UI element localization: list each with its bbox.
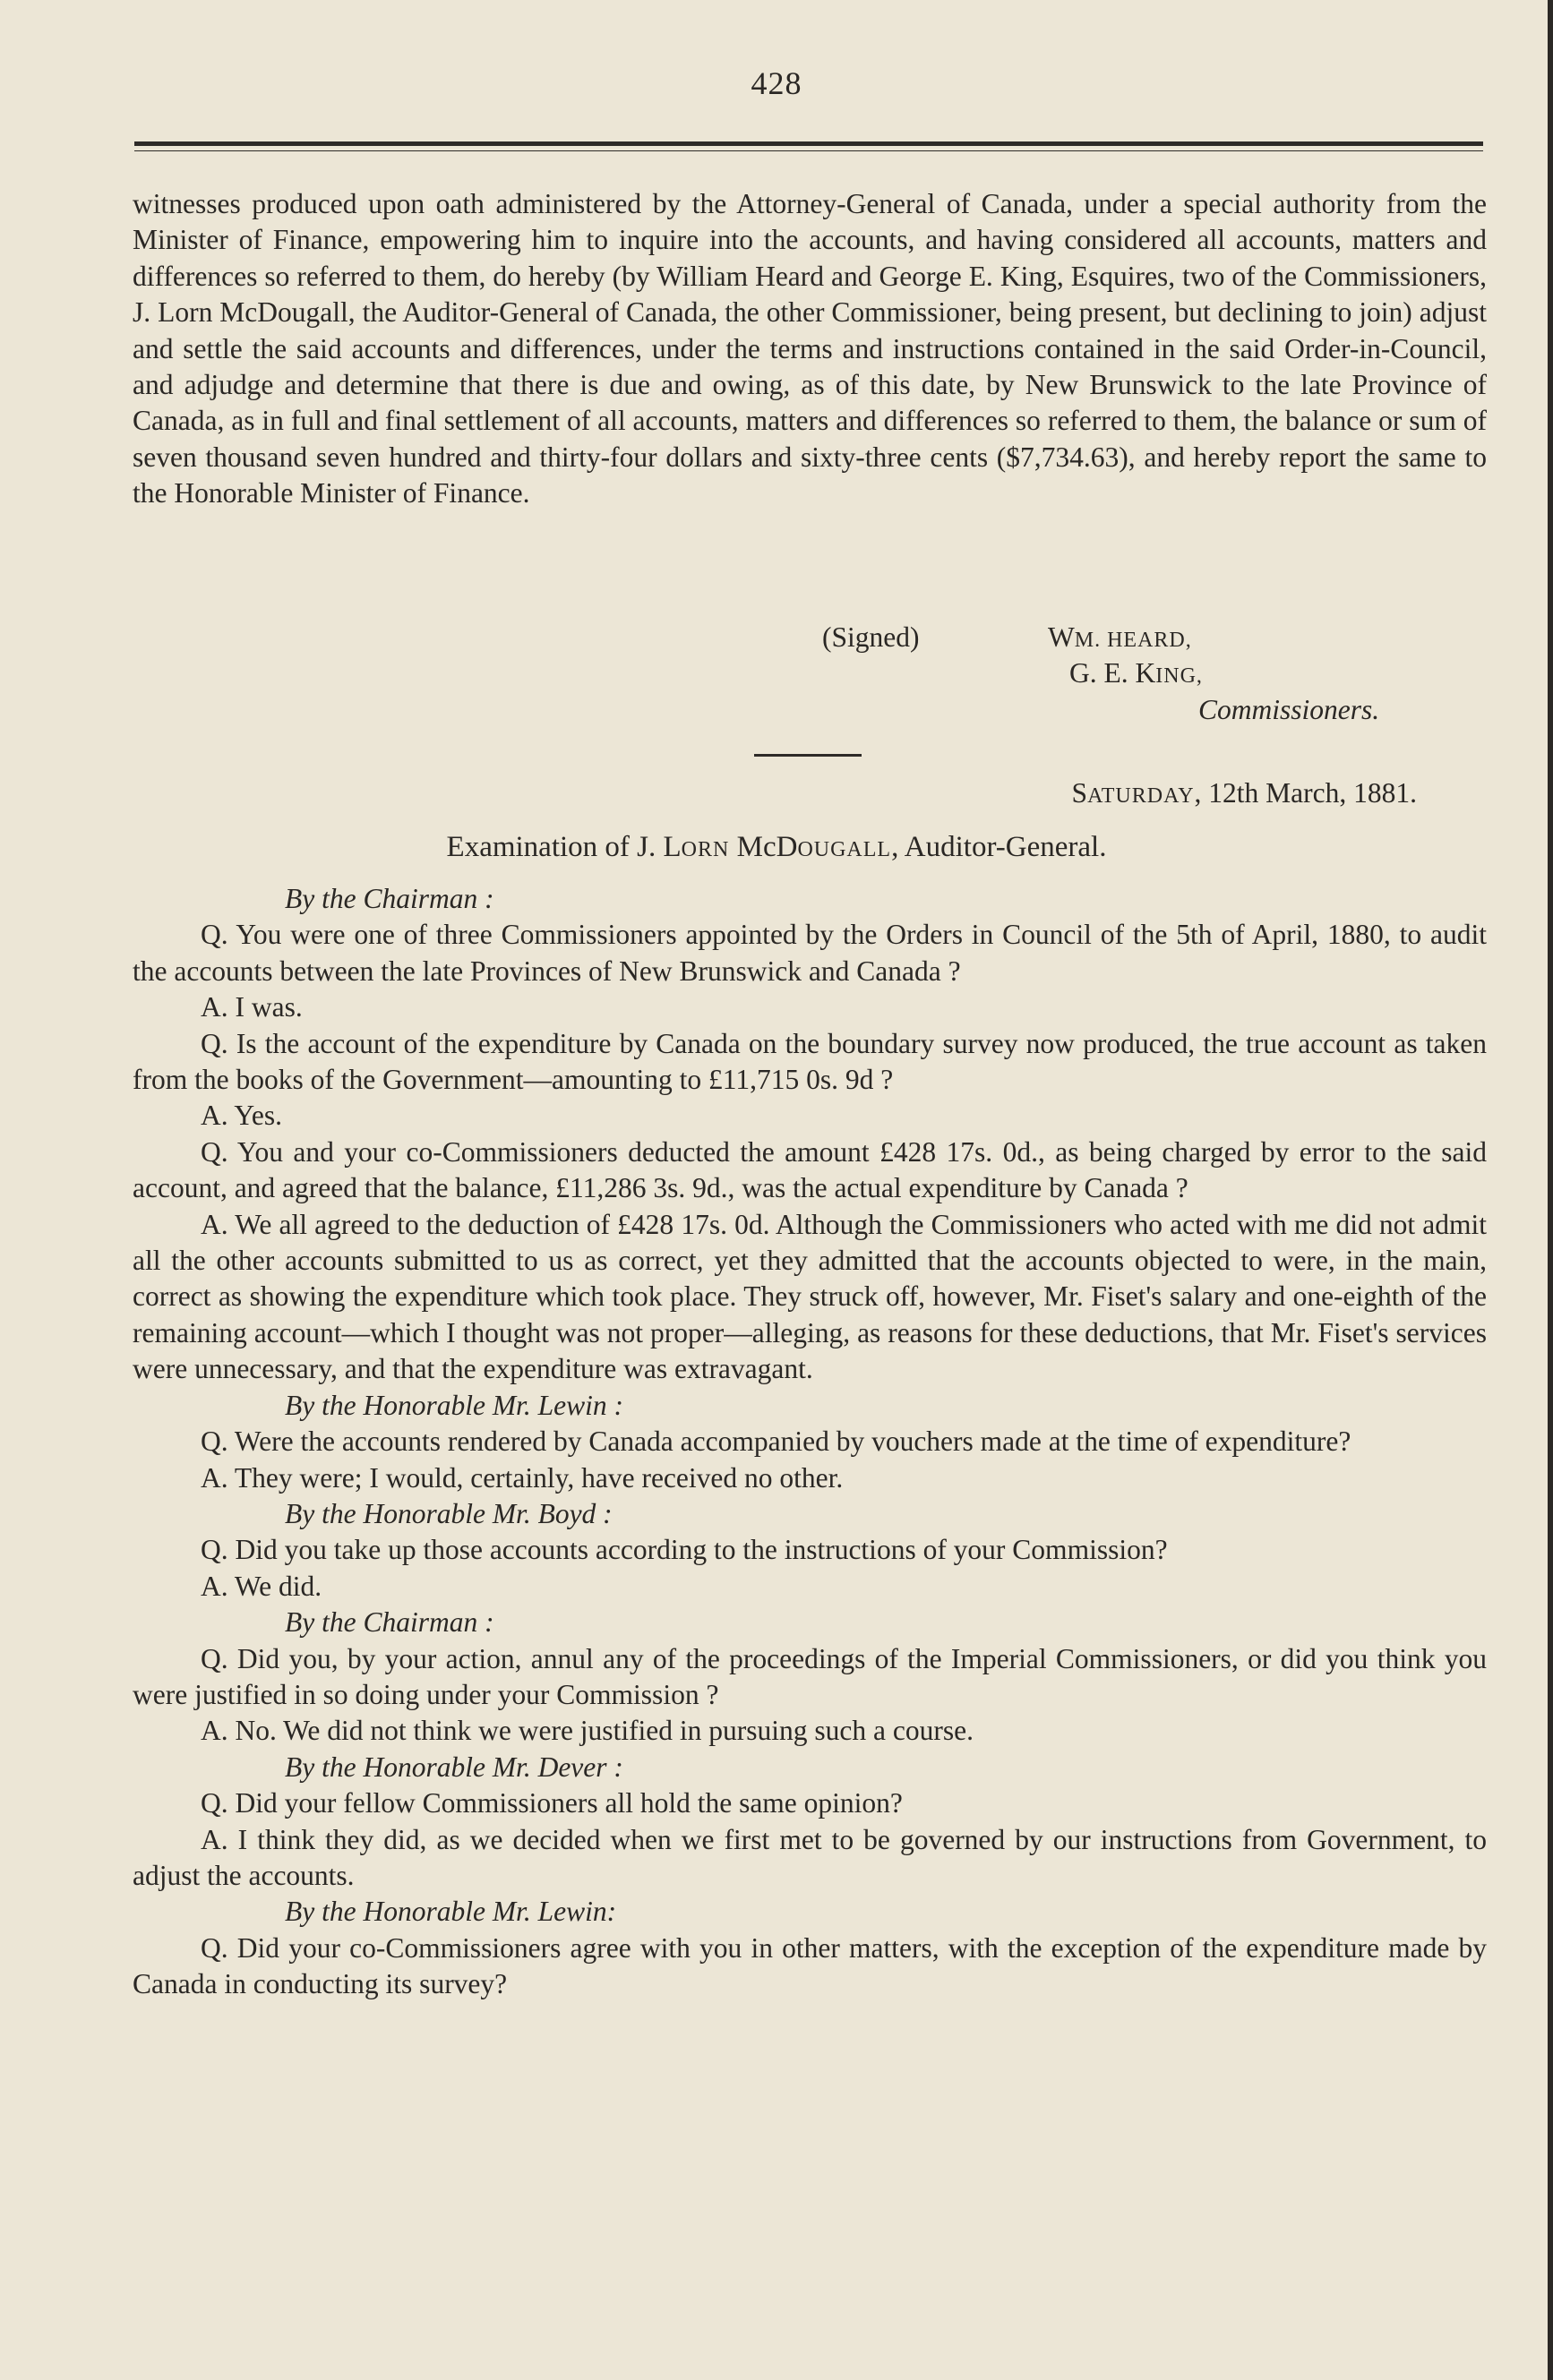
- examination-heading: Examination of J. LORN McDOUGALL, Auditor-General.: [446, 831, 1107, 863]
- header-rule-thin: [134, 150, 1483, 151]
- testimony-body: [133, 881, 1487, 2003]
- testimony-paragraph: A. We did.: [201, 1570, 322, 1602]
- testimony-paragraph: A. They were; I would, certainly, have received no other.: [201, 1461, 844, 1494]
- signatory-king: G. E. KING,: [1069, 657, 1203, 689]
- speaker-heading: By the Honorable Mr. Lewin:: [285, 1896, 617, 1928]
- testimony-paragraph: A. I think they did, as we decided when we first met to be governed by our instructions from Government, to adjust the accounts.: [133, 1823, 1487, 1891]
- signatory-heard: WM. HEARD,: [1048, 621, 1192, 653]
- speaker-heading: By the Honorable Mr. Dever :: [285, 1751, 623, 1783]
- signed-label: (Signed): [822, 621, 920, 653]
- page-number: 428: [751, 65, 802, 101]
- testimony-paragraph: A. I was.: [201, 991, 303, 1023]
- speaker-heading: By the Honorable Mr. Boyd :: [285, 1497, 613, 1529]
- testimony-paragraph: Q. You and your co-Commissioners deducted the amount £428 17s. 0d., as being charged by error to the said account, and agreed that the balance, £11,286 3s. 9d., was the actual expenditure by Canada ?: [133, 1135, 1487, 1204]
- testimony-paragraph: Q. You were one of three Commissioners appointed by the Orders in Council of the 5th of April, 1880, to audit the accounts between the late Provinces of New Brunswick and Canada ?: [133, 919, 1487, 987]
- testimony-paragraph: A. Yes.: [201, 1100, 283, 1132]
- testimony-paragraph: Q. Did you, by your action, annul any of the proceedings of the Imperial Commissioners, or did you think you were justified in so doing under your Commission ?: [133, 1642, 1487, 1710]
- speaker-heading: By the Chairman :: [285, 883, 494, 914]
- date-line: SATURDAY, 12th March, 1881.: [1071, 777, 1417, 809]
- section-divider: [754, 754, 862, 757]
- header-rule: [134, 141, 1483, 146]
- testimony-paragraph: Q. Did your co-Commissioners agree with you in other matters, with the exception of the expenditure made by Canada in conducting its survey?: [133, 1931, 1487, 2000]
- testimony-paragraph: Q. Were the accounts rendered by Canada accompanied by vouchers made at the time of expenditure?: [201, 1425, 1351, 1458]
- intro-paragraph-block: [133, 186, 1487, 512]
- speaker-heading: By the Chairman :: [285, 1606, 494, 1639]
- testimony-paragraph: A. We all agreed to the deduction of £428 17s. 0d. Although the Commissioners who acted with me did not admit all the other accounts submitted to us as correct, yet they admitted that the accounts objected to were, in the main, correct as showing the expenditure which took place. They struck off, however, Mr. Fiset's salary and one-eighth of the remaining account—which I thought was not proper—alleging, as reasons for these deductions, that Mr. Fiset's services were unnecessary, and that the expenditure was extravagant.: [133, 1208, 1487, 1385]
- intro-paragraph: witnesses produced upon oath administered by the Attorney-General of Canada, under a special authority from the Minister of Finance, empowering him to inquire into the accounts, and having considered all accounts, matters and differences so referred to them, do hereby (by William Heard and George E. King, Esquires, two of the Commissioners, J. Lorn McDougall, the Auditor-General of Canada, the other Commissioner, being present, but declining to join) adjust and settle the said accounts and differences, under the terms and instructions contained in the said Order-in-Council, and adjudge and determine that there is due and owing, as of this date, by New Brunswick to the late Province of Canada, as in full and final settlement of all accounts, matters and differences so referred to them, the balance or sum of seven thousand seven hundred and thirty-four dollars and sixty-three cents ($7,734.63), and hereby report the same to the Honorable Minister of Finance.: [133, 188, 1487, 509]
- testimony-paragraph: Q. Is the account of the expenditure by Canada on the boundary survey now produced, the true account as taken from the books of the Government—amounting to £11,715 0s. 9d ?: [133, 1027, 1487, 1096]
- signatories-title: Commissioners.: [1198, 694, 1380, 725]
- testimony-paragraph: Q. Did your fellow Commissioners all hold the same opinion?: [201, 1787, 903, 1819]
- page-edge: [1548, 0, 1553, 2380]
- testimony-paragraph: Q. Did you take up those accounts according to the instructions of your Commission?: [201, 1534, 1168, 1566]
- speaker-heading: By the Honorable Mr. Lewin :: [285, 1389, 623, 1421]
- testimony-paragraph: A. No. We did not think we were justified in pursuing such a course.: [201, 1715, 974, 1747]
